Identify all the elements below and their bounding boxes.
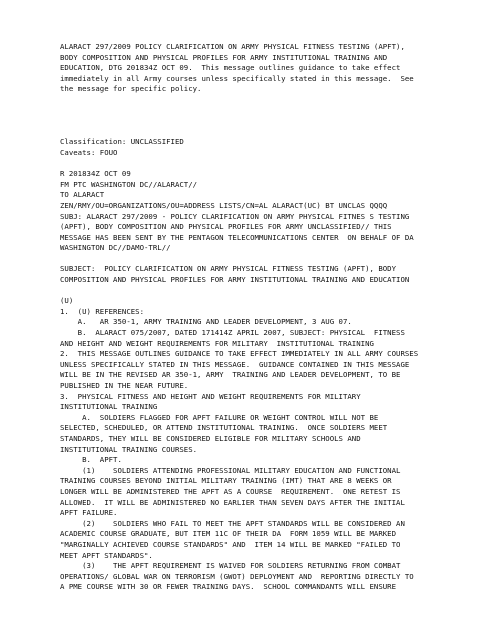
message-body	[60, 296, 455, 593]
text-line: MESSAGE HAS BEEN SENT BY THE PENTAGON TELECOMMUNICATIONS CENTER ON BEHALF OF DA	[60, 232, 414, 242]
text-line: APFT FAILURE.	[60, 508, 118, 518]
text-line: MEET APFT STANDARDS".	[60, 550, 153, 560]
text-line: SELECTED, SCHEDULED, OR ATTEND INSTITUTIONAL TRAINING. ONCE SOLDIERS MEET	[60, 423, 388, 433]
caveats-line: Caveats: FOUO	[60, 147, 118, 157]
text-line: 1. (U) REFERENCES:	[60, 306, 145, 316]
text-line: TRAINING COURSES BEYOND INITIAL MILITARY TRAINING (IMT) THAT ARE 8 WEEKS OR	[60, 476, 392, 486]
text-line: INSTITUTIONAL TRAINING COURSES.	[60, 444, 198, 454]
text-line: INSTITUTIONAL TRAINING	[60, 402, 158, 412]
text-line: (2) SOLDIERS WHO FAIL TO MEET THE APFT STANDARDS WILL BE CONSIDERED AN	[60, 518, 405, 528]
text-line: COMPOSITION AND PHYSICAL PROFILES FOR ARMY INSTITUTIONAL TRAINING AND EDUCATION	[60, 275, 410, 285]
subject-block	[60, 264, 455, 285]
text-line: TO ALARACT	[60, 190, 105, 200]
text-line: A. SOLDIERS FLAGGED FOR APFT FAILURE OR WEIGHT CONTROL WILL NOT BE	[60, 412, 379, 422]
text-line: OPERATIONS/ GLOBAL WAR ON TERRORISM (GWOT) DEPLOYMENT AND REPORTING DIRECTLY TO	[60, 571, 414, 581]
classification-block	[60, 137, 455, 158]
classification-line: Classification: UNCLASSIFIED	[60, 137, 184, 147]
text-line: SUBJ: ALARACT 297/2009 - POLICY CLARIFICATION ON ARMY PHYSICAL FITNES S TESTING	[60, 211, 410, 221]
text-line: WILL BE IN THE REVISED AR 350-1, ARMY TRAINING AND LEADER DEVELOPMENT, TO BE	[60, 370, 401, 380]
text-line: (1) SOLDIERS ATTENDING PROFESSIONAL MILITARY EDUCATION AND FUNCTIONAL	[60, 465, 401, 475]
text-line: A. AR 350-1, ARMY TRAINING AND LEADER DEVELOPMENT, 3 AUG 07.	[60, 317, 352, 327]
text-line: BODY COMPOSITION AND PHYSICAL PROFILES FOR ARMY INSTITUTIONAL TRAINING AND	[60, 52, 388, 62]
text-line: A PME COURSE WITH 30 OR FEWER TRAINING DAYS. SCHOOL COMMANDANTS WILL ENSURE	[60, 582, 397, 592]
text-line: FM PTC WASHINGTON DC//ALARACT//	[60, 179, 198, 189]
text-line: B. ALARACT 075/2007, DATED 171414Z APRIL 2007, SUBJECT: PHYSICAL FITNESS	[60, 328, 405, 338]
text-line: (APFT), BODY COMPOSITION AND PHYSICAL PROFILES FOR ARMY UNCLASSIFIED// THIS	[60, 222, 392, 232]
text-line: immediately in all Army courses unless specifically stated in this message. See	[60, 73, 414, 83]
text-line: (U)	[60, 296, 74, 306]
text-line: EDUCATION, DTG 201834Z OCT 09. This message outlines guidance to take effect	[60, 63, 401, 73]
text-line: (3) THE APFT REQUIREMENT IS WAIVED FOR SOLDIERS RETURNING FROM COMBAT	[60, 561, 401, 571]
text-line: "MARGINALLY ACHIEVED COURSE STANDARDS" AND ITEM 14 WILL BE MARKED "FAILED TO	[60, 539, 401, 549]
text-line: 2. THIS MESSAGE OUTLINES GUIDANCE TO TAKE EFFECT IMMEDIATELY IN ALL ARMY COURSES	[60, 349, 419, 359]
text-line: SUBJECT: POLICY CLARIFICATION ON ARMY PHYSICAL FITNESS TESTING (APFT), BODY	[60, 264, 397, 274]
text-line: LONGER WILL BE ADMINISTERED THE APFT AS A COURSE REQUIREMENT. ONE RETEST IS	[60, 486, 401, 496]
text-line: ALLOWED. IT WILL BE ADMINISTERED NO EARLIER THAN SEVEN DAYS AFTER THE INITIAL	[60, 497, 405, 507]
text-line: the message for specific policy.	[60, 84, 202, 94]
text-line: WASHINGTON DC//DAMO-TRL//	[60, 243, 171, 253]
text-line: ACADEMIC COURSE GRADUATE, BUT ITEM 11C OF THEIR DA FORM 1059 WILL BE MARKED	[60, 529, 397, 539]
text-line: 3. PHYSICAL FITNESS AND HEIGHT AND WEIGHT REQUIREMENTS FOR MILITARY	[60, 391, 361, 401]
text-line: ZEN/RMY/OU=ORGANIZATIONS/OU=ADDRESS LISTS/CN=AL ALARACT(UC) BT UNCLAS QQQQ	[60, 200, 388, 210]
text-line: AND HEIGHT AND WEIGHT REQUIREMENTS FOR MILITARY INSTITUTIONAL TRAINING	[60, 338, 374, 348]
text-line: UNLESS SPECIFICALLY STATED IN THIS MESSAGE. GUIDANCE CONTAINED IN THIS MESSAGE	[60, 359, 410, 369]
text-line: PUBLISHED IN THE NEAR FUTURE.	[60, 381, 189, 390]
message-header	[60, 169, 455, 254]
intro-paragraph	[60, 42, 455, 95]
text-line: B. APFT.	[60, 455, 122, 465]
text-line: ALARACT 297/2009 POLICY CLARIFICATION ON ARMY PHYSICAL FITNESS TESTING (APFT),	[60, 42, 405, 51]
text-line: R 201834Z OCT 09	[60, 169, 131, 179]
text-line: STANDARDS, THEY WILL BE CONSIDERED ELIGIBLE FOR MILITARY SCHOOLS AND	[60, 433, 361, 443]
